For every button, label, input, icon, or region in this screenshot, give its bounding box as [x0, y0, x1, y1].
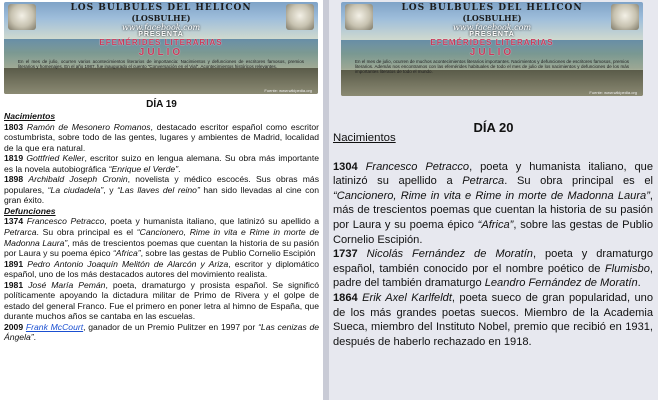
banner-footer: Fuente: www.wikipedia.org — [589, 90, 637, 95]
entry-text: , escritor y diplomático español, uno de los más destacados autores del movimiento realista. — [4, 258, 319, 280]
entry-year: 1819 — [4, 153, 24, 164]
banner-image — [341, 2, 643, 96]
entry-year: 2009 — [4, 321, 24, 332]
banner-presents: PRESENTA — [469, 31, 515, 38]
banner-efemerides: EFEMÉRIDES LITERARIAS — [430, 38, 554, 47]
entry-name: Archibald Joseph Cronin — [28, 174, 128, 185]
entry-work: “Africa” — [112, 248, 141, 259]
entry-text: , más de trescientos poemas que cuentan la historia de su pasión por Laura y su poema épico — [4, 237, 319, 259]
entry-work: Petrarca — [462, 175, 505, 188]
entry-name: José María Pemán — [28, 279, 106, 290]
entry-year: 1304 — [333, 160, 358, 173]
entry-name: Erik Axel Karlfeldt — [362, 291, 452, 304]
entry-text: , sobre las gestas de Publio Cornelio Escipión. — [333, 218, 654, 246]
entry-text: , poeta sueco de gran popularidad, uno de los más grandes poetas suecos. Miembro de la Academia Sueca, miembro del Instituto Nobel, premio que recibió en 1931, después de haberlo rechazado en 1918. — [333, 291, 653, 348]
banner-intro-text: En el mes de julio, ocurren de muchos acontecimientos literarios importantes. Nacimientos y defunciones de escritores famosos, premios literarios. Además nos encontramos con las efemérides habituales de todo el mes de julio de los nacimientos y defunciones de los más importantes literatos de todo el mundo. — [355, 59, 629, 74]
section-heading-deaths: Defunciones — [4, 205, 56, 216]
entry-work: Petrarca — [4, 227, 37, 238]
banner-url: www.facebook.com — [121, 23, 201, 32]
banner-presents: PRESENTA — [138, 31, 184, 38]
banner-footer: Fuente: www.wikipedia.org — [264, 88, 312, 93]
entry-text: . — [33, 332, 37, 343]
entry-work: “La ciudadela” — [47, 184, 104, 195]
entry-text: . Su obra principal es el — [36, 227, 137, 238]
entry-text: . Su obra principal es el — [504, 175, 653, 188]
section-heading-births: Nacimientos — [4, 111, 56, 121]
banner-image — [4, 2, 318, 94]
entry-text: , destacado escritor español como escritor costumbrista, sobre todo de las gentes, lugares y ambientes de Madrid, localidad de la que era natural. — [4, 121, 319, 153]
entry — [4, 122, 319, 154]
entry — [4, 174, 319, 206]
entry-year: 1898 — [4, 174, 24, 185]
entry-name: Nicolás Fernández de Moratín — [366, 248, 533, 261]
entry-text: , sobre las gestas de Publio Cornelio Escipión — [140, 248, 316, 259]
entry-year: 1803 — [4, 121, 24, 132]
entry-year: 1374 — [4, 216, 24, 227]
left-page — [0, 0, 323, 400]
entry-text: han sido llevadas al cine con gran éxito. — [4, 184, 319, 206]
banner-intro-text: En el mes de julio, ocurren varios acontecimientos literarios de importancia: Nacimientos y defunciones de escritores famosos, premios literarios y homenajes. En el año 1987, fue inaugurado el cuento "Conversación en el Vial". Acontecimientos históricos relevantes. — [18, 59, 304, 69]
entry-name: Francesco Petracco — [26, 216, 105, 227]
entry — [4, 216, 319, 258]
entry-text: , poeta y dramaturgo español, también conocido por el nombre poético de — [333, 248, 653, 275]
entry-work: Leandro Fernández de Moratín — [484, 277, 638, 290]
banner-month: JULIO — [469, 47, 515, 58]
entry-text: , novelista y médico escocés. Sus obras más populares, — [4, 174, 319, 195]
entry-year: 1864 — [333, 291, 358, 304]
section-heading-births: Nacimientos — [333, 132, 396, 144]
banner-subtitle: (LOSBULHE) — [131, 13, 191, 23]
banner-title: LOS BULBULES DEL HELICÓN — [401, 3, 583, 13]
entry — [4, 153, 319, 174]
entry-name: Ramón de Mesonero Romanos — [26, 121, 151, 132]
entry-work: “Cancionero, Rime in vita e Rime in morte de Madonna Laura” — [4, 227, 319, 248]
entry-year: 1981 — [4, 279, 24, 290]
entry-name: Pedro Antonio Joaquín Melitón de Alarcón y Ariza — [27, 258, 229, 269]
day-title: DÍA 19 — [146, 99, 177, 110]
entry — [4, 280, 319, 322]
entry-text: , y — [103, 184, 118, 195]
entry — [333, 247, 653, 291]
entry-work: “Las llaves del reino” — [117, 184, 200, 195]
entry-work: “Cancionero, Rime in vita e Rime in morte de Madonna Laura” — [333, 189, 650, 202]
entry-text: , poeta y humanista italiano, que latinizó su apellido a — [104, 216, 319, 227]
entry-name: Gottfried Keller — [26, 153, 85, 164]
banner-efemerides: EFEMÉRIDES LITERARIAS — [99, 38, 223, 47]
entry — [4, 322, 319, 343]
banner-url: www.facebook.com — [452, 23, 532, 32]
entry-text: , más de trescientos poemas que cuentan la historia de su pasión por Laura y su poema épico — [333, 189, 653, 231]
banner-month: JULIO — [138, 47, 184, 58]
entry-text: , ganador de un Premio Pulitzer en 1997 por — [83, 321, 259, 332]
entry-text: , escritor suizo en lengua alemana. Su obra más importante es la novela autobiográfica — [4, 153, 319, 174]
frank-mccourt-link[interactable]: Frank McCourt — [25, 321, 84, 332]
entry-text: , poeta y humanista italiano, que latinizó su apellido a — [333, 160, 654, 188]
entry-work: “Enrique el Verde” — [108, 163, 179, 174]
entry-text: , poeta, dramaturgo y prosista español. Se significó políticamente apoyando la dictadura militar de Primo de Rivera y el golpe de estado del general Franco. Fue el primero en poner letra al himno de España, que durante muchos años se cantaba en las escuelas. — [4, 279, 320, 322]
day-19-body — [4, 111, 319, 343]
entry-name: Francesco Petracco — [365, 160, 470, 173]
entry-work: “Las cenizas de Ángela” — [4, 321, 320, 343]
entry-work: Flumisbo — [604, 262, 650, 275]
entry-year: 1737 — [333, 248, 358, 261]
entry — [4, 259, 319, 280]
entry — [333, 160, 653, 248]
day-title: DÍA 20 — [473, 120, 514, 135]
entry — [333, 291, 653, 349]
right-page — [329, 0, 658, 400]
entry-text: , padre del también dramaturgo — [333, 262, 653, 290]
entry-work: “Africa” — [477, 218, 514, 231]
banner-title: LOS BULBULES DEL HELICÓN — [70, 3, 252, 13]
banner-subtitle: (LOSBULHE) — [462, 13, 522, 23]
entry-year: 1891 — [4, 258, 24, 269]
entry-text: . — [178, 163, 181, 174]
entry-text: . — [637, 277, 641, 290]
day-20-body — [333, 131, 653, 349]
